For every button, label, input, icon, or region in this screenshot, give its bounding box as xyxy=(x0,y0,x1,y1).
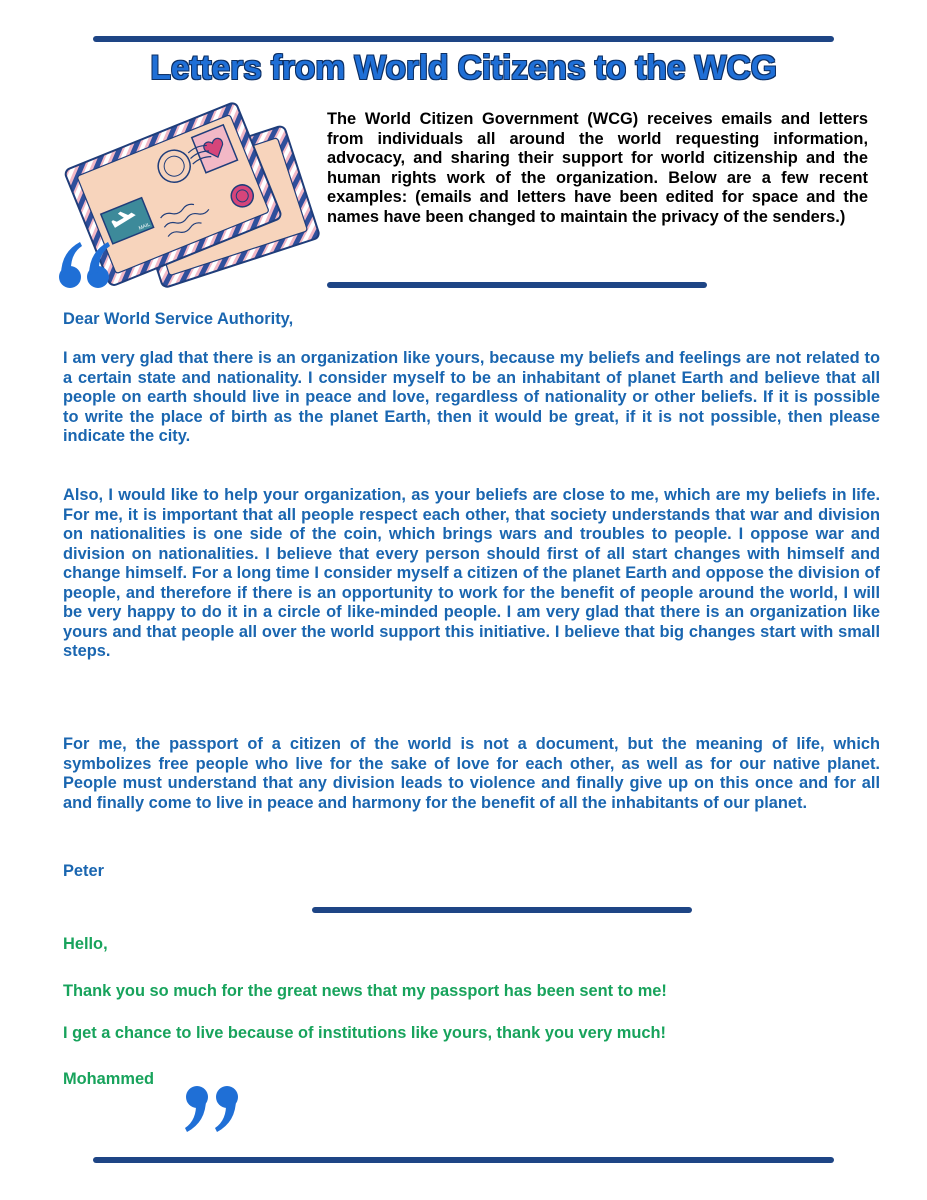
intro-paragraph: The World Citizen Government (WCG) receives emails and letters from individuals all around the world requesting information, advocacy, and sharing their support for world citizenship and the human rights work of the organization. Below are a few recent examples: (emails and letters have been edited for space and the names have been changed to maintain the privacy of the senders.) xyxy=(327,110,868,226)
close-quote-icon xyxy=(183,1083,247,1133)
letter1-paragraph-1: I am very glad that there is an organization like yours, because my beliefs and feelings are not related to a certain state and nationality. I consider myself to be an inhabitant of planet Earth and believe that all people on earth should live in peace and love, regardless of nationality or other beliefs. If it is possible to write the place of birth as the planet Earth, then it would be great, if it is not possible, then please indicate the city. xyxy=(63,349,880,445)
letter1-signature: Peter xyxy=(63,862,105,880)
page-title: Letters from World Citizens to the WCG xyxy=(150,49,777,87)
letter1-paragraph-2: Also, I would like to help your organization, as your beliefs are close to me, which are my beliefs in life. For me, it is important that all people respect each other, that society understands that war and division on nationalities is one side of the coin, which brings wars and troubles to people. I oppose war and division on nationalities. I believe that every person should first of all start changes with himself and change himself. For a long time I consider myself a citizen of the planet Earth and oppose the division of people, and therefore if there is an opportunity to work for the benefit of people around the world, I will be very happy to do it in a circle of like-minded people. I am very glad that there is an organization like yours and that people all over the world support this initiative. I believe that big changes start with small steps. xyxy=(63,486,880,660)
envelope-illustration xyxy=(58,92,320,307)
letter-divider xyxy=(312,907,692,913)
letter2-paragraph-2: I get a chance to live because of institutions like yours, thank you very much! xyxy=(63,1024,666,1042)
bottom-divider xyxy=(93,1157,834,1163)
letter1-salutation: Dear World Service Authority, xyxy=(63,310,294,328)
letter2-paragraph-1: Thank you so much for the great news that my passport has been sent to me! xyxy=(63,982,667,1000)
letter1-paragraph-3: For me, the passport of a citizen of the world is not a document, but the meaning of life, which symbolizes free people who live for the sake of love for each other, as well as for our native planet. People must understand that any division leads to violence and finally give up on this once and for all and finally come to live in peace and harmony for the benefit of all the inhabitants of our planet. xyxy=(63,735,880,812)
letter2-signature: Mohammed xyxy=(63,1070,155,1088)
letter2-salutation: Hello, xyxy=(63,935,108,953)
top-divider xyxy=(93,36,834,42)
stamp-text: MAIL xyxy=(137,221,152,232)
intro-divider xyxy=(327,282,707,288)
